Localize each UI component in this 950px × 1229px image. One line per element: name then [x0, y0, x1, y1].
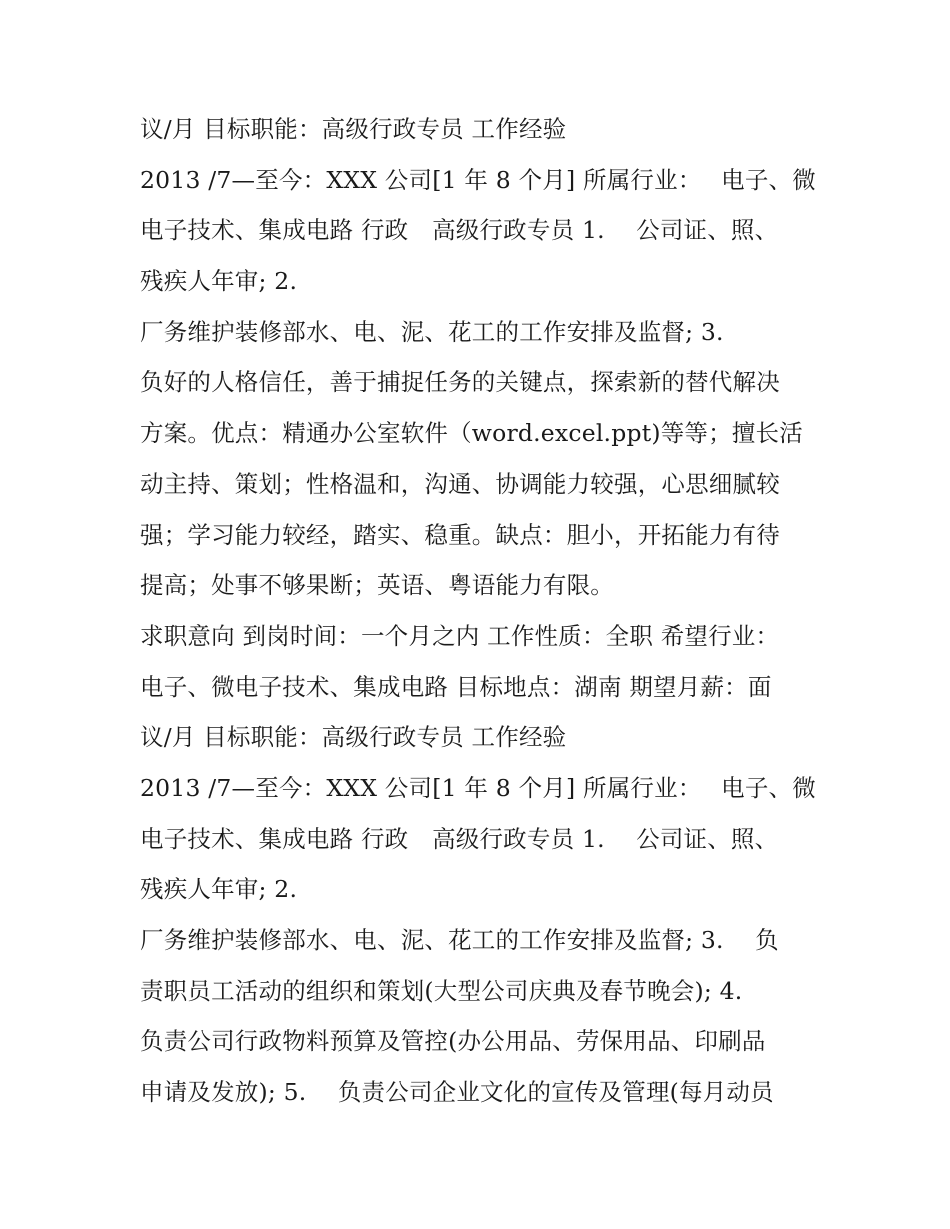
text-line: 提高；处事不够果断；英语、粤语能力有限。	[140, 571, 614, 600]
document-body	[140, 104, 830, 1118]
text-line: 方案。优点：精通办公室软件（word.excel.ppt)等等；擅长活	[140, 419, 803, 448]
text-line: 电子技术、集成电路 行政 高级行政专员 1. 公司证、照、	[140, 216, 779, 245]
text-line: 厂务维护装修部水、电、泥、花工的工作安排及监督; 3.	[140, 317, 724, 346]
text-line: 电子技术、集成电路 行政 高级行政专员 1. 公司证、照、	[140, 824, 779, 853]
text-line: 负好的人格信任，善于捕捉任务的关键点，探索新的替代解决	[140, 368, 780, 397]
text-line: 电子、微电子技术、集成电路 目标地点：湖南 期望月薪：面	[140, 672, 772, 701]
text-line: 动主持、策划；性格温和，沟通、协调能力较强，心思细腻较	[140, 469, 780, 498]
text-line: 2013 /7—至今：XXX 公司[1 年 8 个月] 所属行业： 电子、微	[140, 773, 816, 802]
text-line: 申请及发放); 5. 负责公司企业文化的宣传及管理(每月动员	[140, 1078, 774, 1107]
text-line: 残疾人年审; 2.	[140, 267, 298, 296]
text-line: 议/月 目标职能：高级行政专员 工作经验	[140, 723, 567, 752]
text-line: 厂务维护装修部水、电、泥、花工的工作安排及监督; 3. 负	[140, 926, 779, 954]
text-line: 责职员工活动的组织和策划(大型公司庆典及春节晚会); 4.	[140, 976, 743, 1005]
text-line: 求职意向 到岗时间：一个月之内 工作性质：全职 希望行业：	[140, 621, 780, 650]
text-line: 负责公司行政物料预算及管控(办公用品、劳保用品、印刷品	[140, 1027, 766, 1056]
text-line: 残疾人年审; 2.	[140, 875, 298, 904]
text-line: 议/月 目标职能：高级行政专员 工作经验	[140, 115, 567, 143]
text-line: 2013 /7—至今：XXX 公司[1 年 8 个月] 所属行业： 电子、微	[140, 165, 816, 194]
text-line: 强；学习能力较经，踏实、稳重。缺点：胆小，开拓能力有待	[140, 520, 780, 549]
